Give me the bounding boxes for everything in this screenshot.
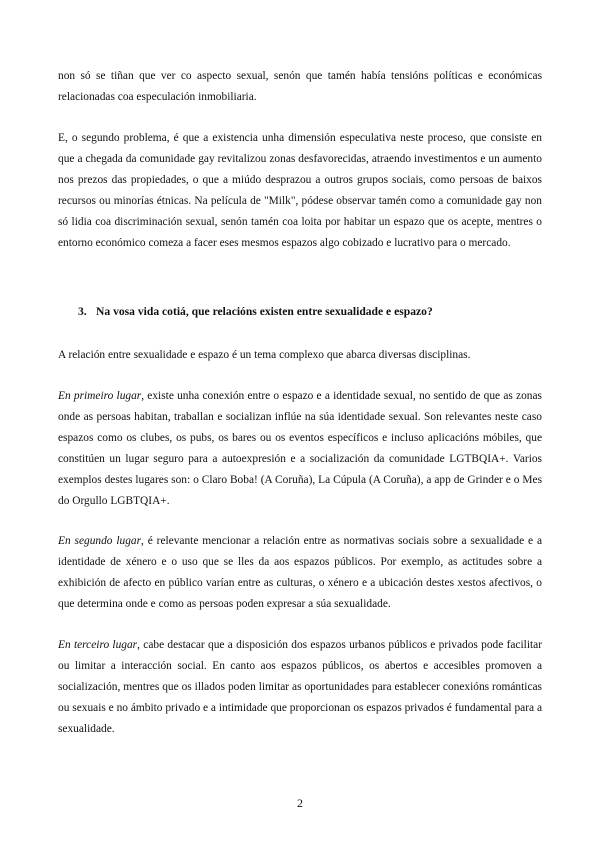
paragraph-second-point bbox=[58, 531, 542, 615]
section-number: 3. bbox=[78, 305, 87, 318]
paragraph-lead: En terceiro lugar bbox=[58, 639, 138, 651]
paragraph-text: E, o segundo problema, é que a existencia unha dimensión especulativa neste proceso, que consiste en que a chegada da comunidade gay revitalizou zonas desfavorecidas, atraendo investimentos e un aumento nos prezos das propiedades, o que a miúdo desprazou a outros grupos sociais, como persoas de baixos recursos ou minorías étnicas. Na película de "Milk", pódese observar tamén como a comunidade gay non só lidia coa discriminación sexual, senón tamén coa loita por habitar un espazo que os acepte, mentres o entorno económico comeza a facer eses mesmos espazos algo cobizado e lucrativo para o mercado. bbox=[58, 132, 542, 249]
paragraph-intro bbox=[58, 345, 542, 366]
paragraph-text: non só se tiñan que ver co aspecto sexual, senón que tamén había tensións políticas e económicas relacionadas coa especulación inmobiliaria. bbox=[58, 70, 542, 103]
section-heading bbox=[78, 303, 538, 321]
section-title: Na vosa vida cotiá, que relacións existen entre sexualidade e espazo? bbox=[96, 305, 433, 318]
paragraph-third-point bbox=[58, 635, 542, 740]
paragraph-text: , é relevante mencionar a relación entre as normativas sociais sobre a sexualidade e a identidade de xénero e o uso que se lles da aos espazos públicos. Por exemplo, as actitudes sobre a exhibición de afecto en público varían entre as culturas, o xénero e a ubicación destes xestos afectivos, o que determina onde e como as persoas poden expresar a súa sexualidade. bbox=[58, 535, 542, 610]
paragraph-text: , existe unha conexión entre o espazo e a identidade sexual, no sentido de que as zonas onde as persoas habitan, traballan e socializan inflúe na súa identidade sexual. Son relevantes neste caso espazos como os clubes, os pubs, os bares ou os eventos específicos e incluso aplicacións móbiles, que constitúen un lugar seguro para a autoexpresión e a socialización da comunidade LGTBQIA+. Varios exemplos destes lugares son: o Claro Boba! (A Coruña), La Cúpula (A Coruña), a app de Grinder e o Mes do Orgullo LGBTQIA+. bbox=[58, 390, 542, 507]
paragraph-first-point bbox=[58, 386, 542, 512]
paragraph-text: A relación entre sexualidade e espazo é un tema complexo que abarca diversas disciplinas. bbox=[58, 349, 471, 361]
paragraph-second-problem bbox=[58, 128, 542, 254]
paragraph-lead: En primeiro lugar bbox=[58, 390, 142, 402]
paragraph-lead: En segundo lugar bbox=[58, 535, 142, 547]
paragraph-continuation bbox=[58, 66, 542, 108]
page-number: 2 bbox=[297, 796, 303, 810]
paragraph-text: , cabe destacar que a disposición dos espazos urbanos públicos e privados pode facilitar ou limitar a interacción social. En canto aos espazos públicos, os abertos e accesibles promoven a socialización, mentres que os illados poden limitar as oportunidades para establecer conexións románticas ou sexuais e no ámbito privado e a intimidade que proporcionan os espazos privados é fundamental para a sexualidade. bbox=[58, 639, 542, 735]
